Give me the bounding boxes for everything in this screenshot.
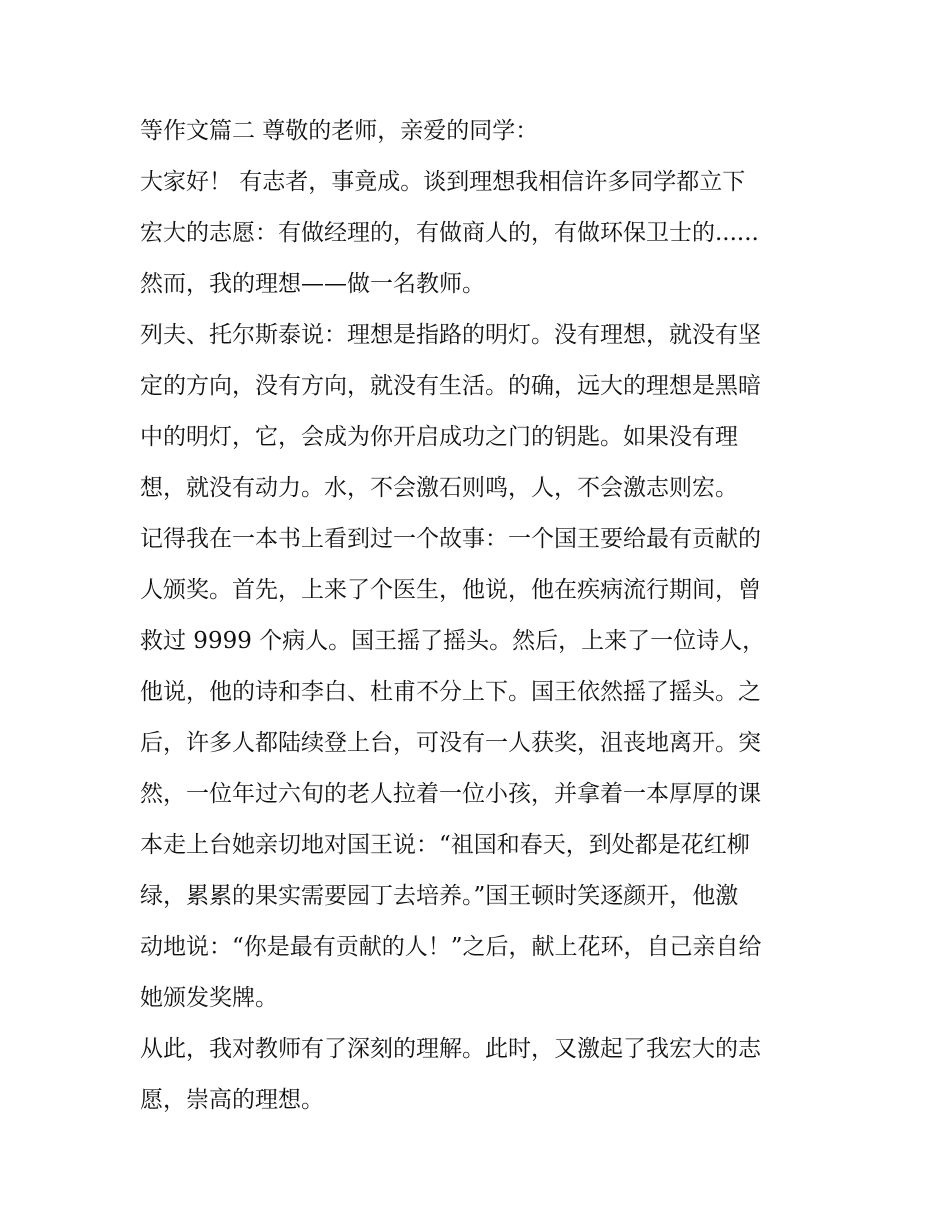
text-line: 绿，累累的果实需要园丁去培养。”国王顿时笑逐颜开，他激 [140,883,739,909]
text-line: 他说，他的诗和李白、杜甫不分上下。国王依然摇了摇头。之 [140,679,761,705]
text-line: 后，许多人都陆续登上台，可没有一人获奖，沮丧地离开。突 [140,730,761,756]
text-line: 等作文篇二 尊敬的老师，亲爱的同学： [140,118,539,144]
text-line: 人颁奖。首先，上来了个医生，他说，他在疾病流行期间，曾 [140,577,761,603]
text-line: 宏大的志愿：有做经理的，有做商人的，有做环保卫士的...... [140,220,759,246]
text-line: 动地说：“你是最有贡献的人！”之后，献上花环，自己亲自给 [140,934,762,960]
text-line: 救过 9999 个病人。国王摇了摇头。然后，上来了一位诗人， [140,628,766,654]
text-line: 列夫、托尔斯泰说：理想是指路的明灯。没有理想，就没有坚 [140,322,761,348]
text-line: 记得我在一本书上看到过一个故事：一个国王要给最有贡献的 [140,526,761,552]
text-line: 想，就没有动力。水，不会激石则鸣，人，不会激志则宏。 [140,475,738,501]
document-body [140,106,815,1126]
text-line: 大家好！ 有志者，事竟成。谈到理想我相信许多同学都立下 [140,169,746,195]
text-line: 然，一位年过六旬的老人拉着一位小孩，并拿着一本厚厚的课 [140,781,761,807]
text-line: 定的方向，没有方向，就没有生活。的确，远大的理想是黑暗 [140,373,761,399]
text-line: 从此，我对教师有了深刻的理解。此时，又激起了我宏大的志 [140,1036,761,1062]
text-line: 本走上台她亲切地对国王说：“祖国和春天，到处都是花红柳 [140,832,750,858]
text-line: 她颁发奖牌。 [140,985,278,1011]
text-line: 愿，崇高的理想。 [140,1087,324,1113]
text-line: 中的明灯，它，会成为你开启成功之门的钥匙。如果没有理 [140,424,738,450]
text-line: 然而，我的理想——做一名教师。 [140,271,485,297]
